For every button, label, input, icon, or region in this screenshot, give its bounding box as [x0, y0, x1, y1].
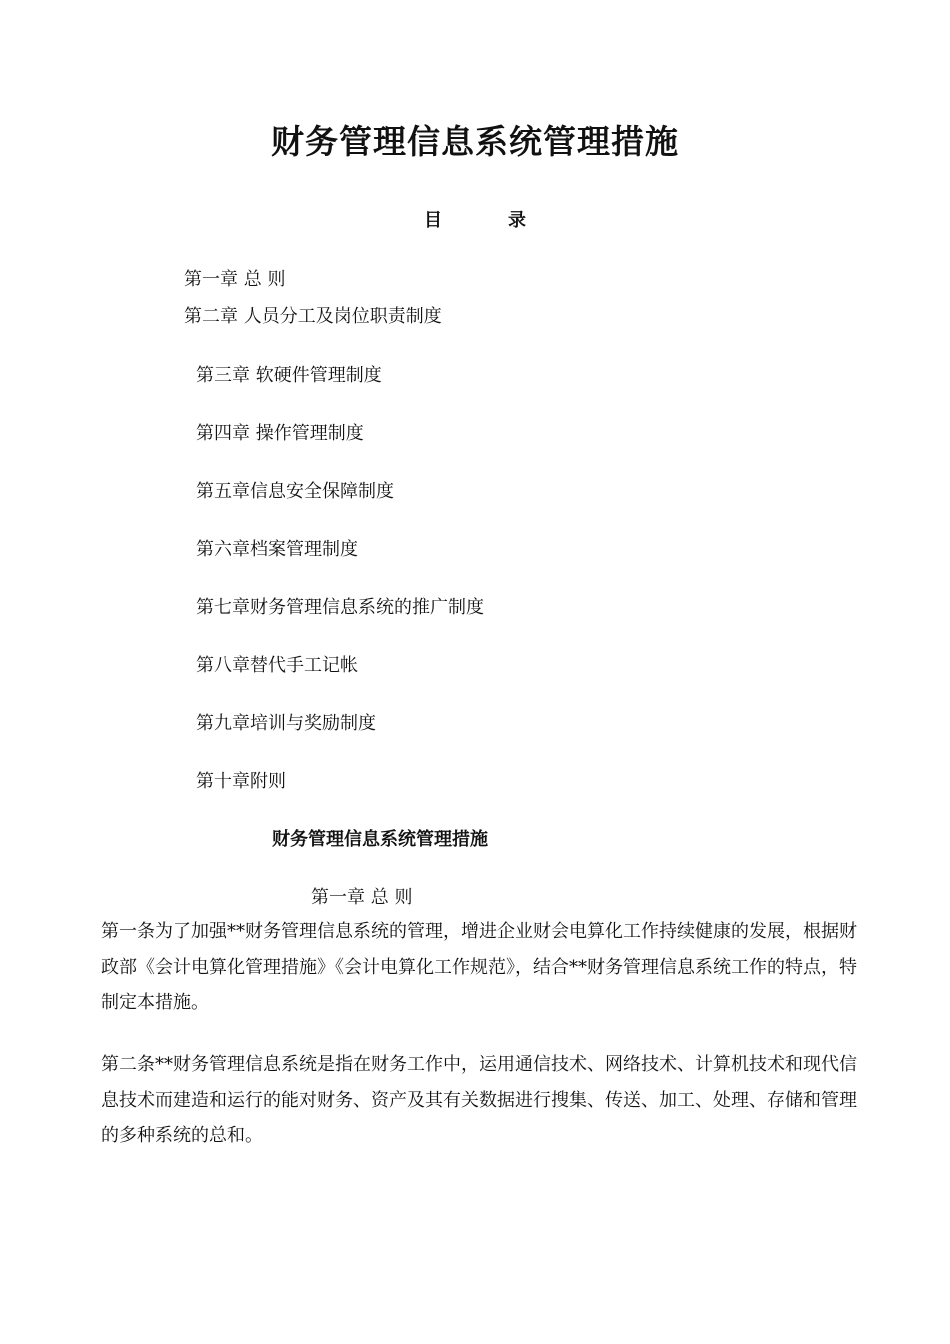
toc-item-chapter-10: 第十章附则 — [196, 771, 286, 792]
toc-heading-left: 目 — [424, 210, 442, 231]
paragraph-article-1: 第一条为了加强**财务管理信息系统的管理，增进企业财会电算化工作持续健康的发展，根据财政部《会计电算化管理措施》《会计电算化工作规范》，结合**财务管理信息系统工作的特点，特制定本措施。 — [101, 921, 857, 1013]
document-title: 财务管理信息系统管理措施 — [271, 122, 679, 161]
chapter-heading: 第一章 总 则 — [311, 887, 413, 908]
section-title: 财务管理信息系统管理措施 — [272, 829, 488, 850]
toc-item-chapter-7: 第七章财务管理信息系统的推广制度 — [196, 597, 484, 618]
toc-item-chapter-4: 第四章 操作管理制度 — [196, 423, 364, 444]
toc-item-chapter-1: 第一章 总 则 — [184, 269, 286, 290]
toc-heading — [0, 206, 950, 232]
toc-item-chapter-3: 第三章 软硬件管理制度 — [196, 365, 382, 386]
toc-item-chapter-2: 第二章 人员分工及岗位职责制度 — [184, 306, 442, 327]
toc-item-chapter-9: 第九章培训与奖励制度 — [196, 713, 376, 734]
toc-item-chapter-5: 第五章信息安全保障制度 — [196, 481, 394, 502]
toc-item-chapter-6: 第六章档案管理制度 — [196, 539, 358, 560]
toc-heading-right: 录 — [508, 210, 526, 231]
paragraph-article-2: 第二条**财务管理信息系统是指在财务工作中，运用通信技术、网络技术、计算机技术和现代信息技术而建造和运行的能对财务、资产及其有关数据进行搜集、传送、加工、处理、存储和管理的多种系统的总和。 — [101, 1054, 857, 1146]
toc-item-chapter-8: 第八章替代手工记帐 — [196, 655, 358, 676]
